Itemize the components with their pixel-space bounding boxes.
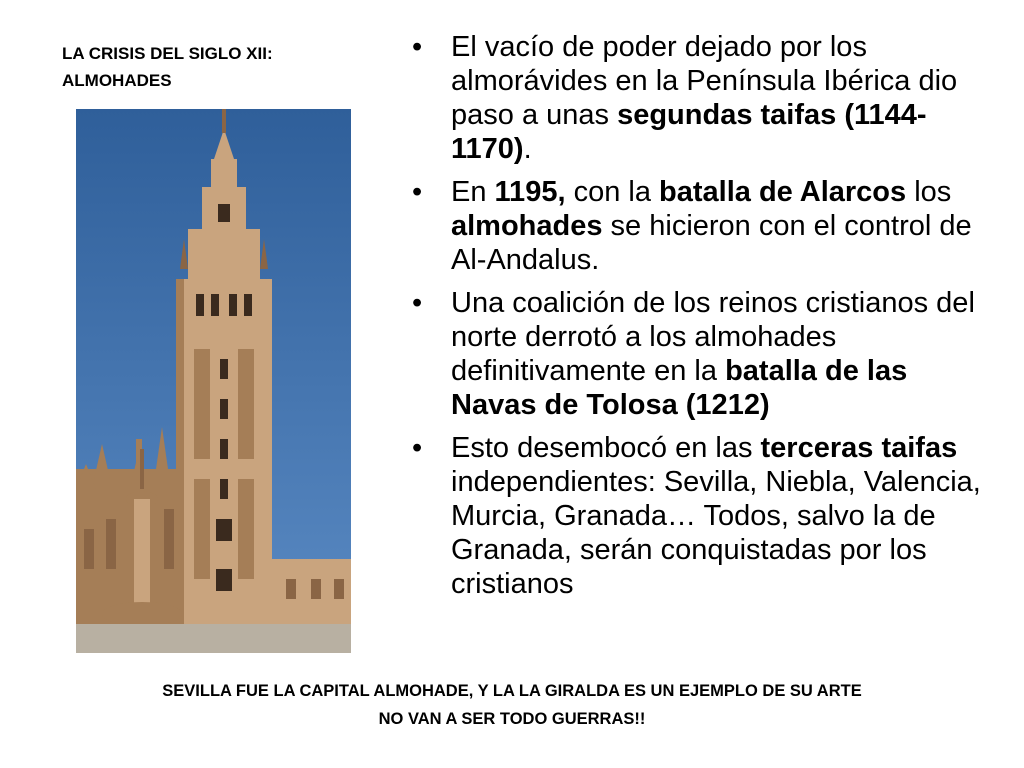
- bullet-text: Esto desembocó en las: [451, 432, 761, 464]
- bullet-dot-icon: •: [412, 176, 423, 208]
- bullet-text: El vacío de poder dejado por los almorávides en la Península Ibérica dio paso a unas: [451, 31, 958, 131]
- bullet-item: [412, 286, 997, 422]
- bullet-dot-icon: •: [412, 287, 423, 319]
- bullet-bold-text: batalla de Alarcos: [659, 176, 907, 208]
- building-right-windows: [286, 579, 344, 599]
- footer-line-2: NO VAN A SER TODO GUERRAS!!: [378, 710, 646, 728]
- slide-title: [62, 40, 352, 94]
- bullet-dot-icon: •: [412, 31, 423, 63]
- bullet-text: independientes: Sevilla, Niebla, Valencia, Murcia, Granada… Todos, salvo la de Granada, serán conquistadas por los cristianos: [451, 466, 981, 600]
- bullet-bold-text: terceras taifas: [760, 432, 958, 464]
- footer-line-1: SEVILLA FUE LA CAPITAL ALMOHADE, Y LA LA GIRALDA ES UN EJEMPLO DE SU ARTE: [162, 682, 862, 700]
- bullet-text: se hicieron con el control de Al-Andalus.: [451, 210, 972, 276]
- bullet-text: con la: [565, 176, 660, 208]
- slide-title-line-1: LA CRISIS DEL SIGLO XII:: [62, 44, 273, 63]
- bullet-bold-text: 1195,: [494, 176, 566, 208]
- bullet-text: En: [451, 176, 495, 208]
- bullet-bold-text: segundas taifas (1144-1170): [451, 99, 927, 165]
- bullet-text: los: [906, 176, 952, 208]
- bullet-text: Una coalición de los reinos cristianos del norte derrotó a los almohades definitivamente en la: [451, 287, 975, 387]
- slide-title-line-2: ALMOHADES: [62, 71, 172, 90]
- giralda-tower-photo: [76, 109, 351, 653]
- bullet-item: [412, 175, 997, 277]
- footer-caption: [0, 677, 1024, 733]
- bullet-item: [412, 30, 997, 166]
- bullet-text: .: [523, 133, 532, 165]
- plaza-ground: [76, 624, 351, 653]
- bullet-list: [412, 30, 997, 610]
- bullet-bold-text: batalla de las Navas de Tolosa (1212): [451, 355, 908, 421]
- bullet-item: [412, 431, 997, 601]
- bullet-bold-text: almohades: [451, 210, 603, 242]
- bullet-dot-icon: •: [412, 432, 423, 464]
